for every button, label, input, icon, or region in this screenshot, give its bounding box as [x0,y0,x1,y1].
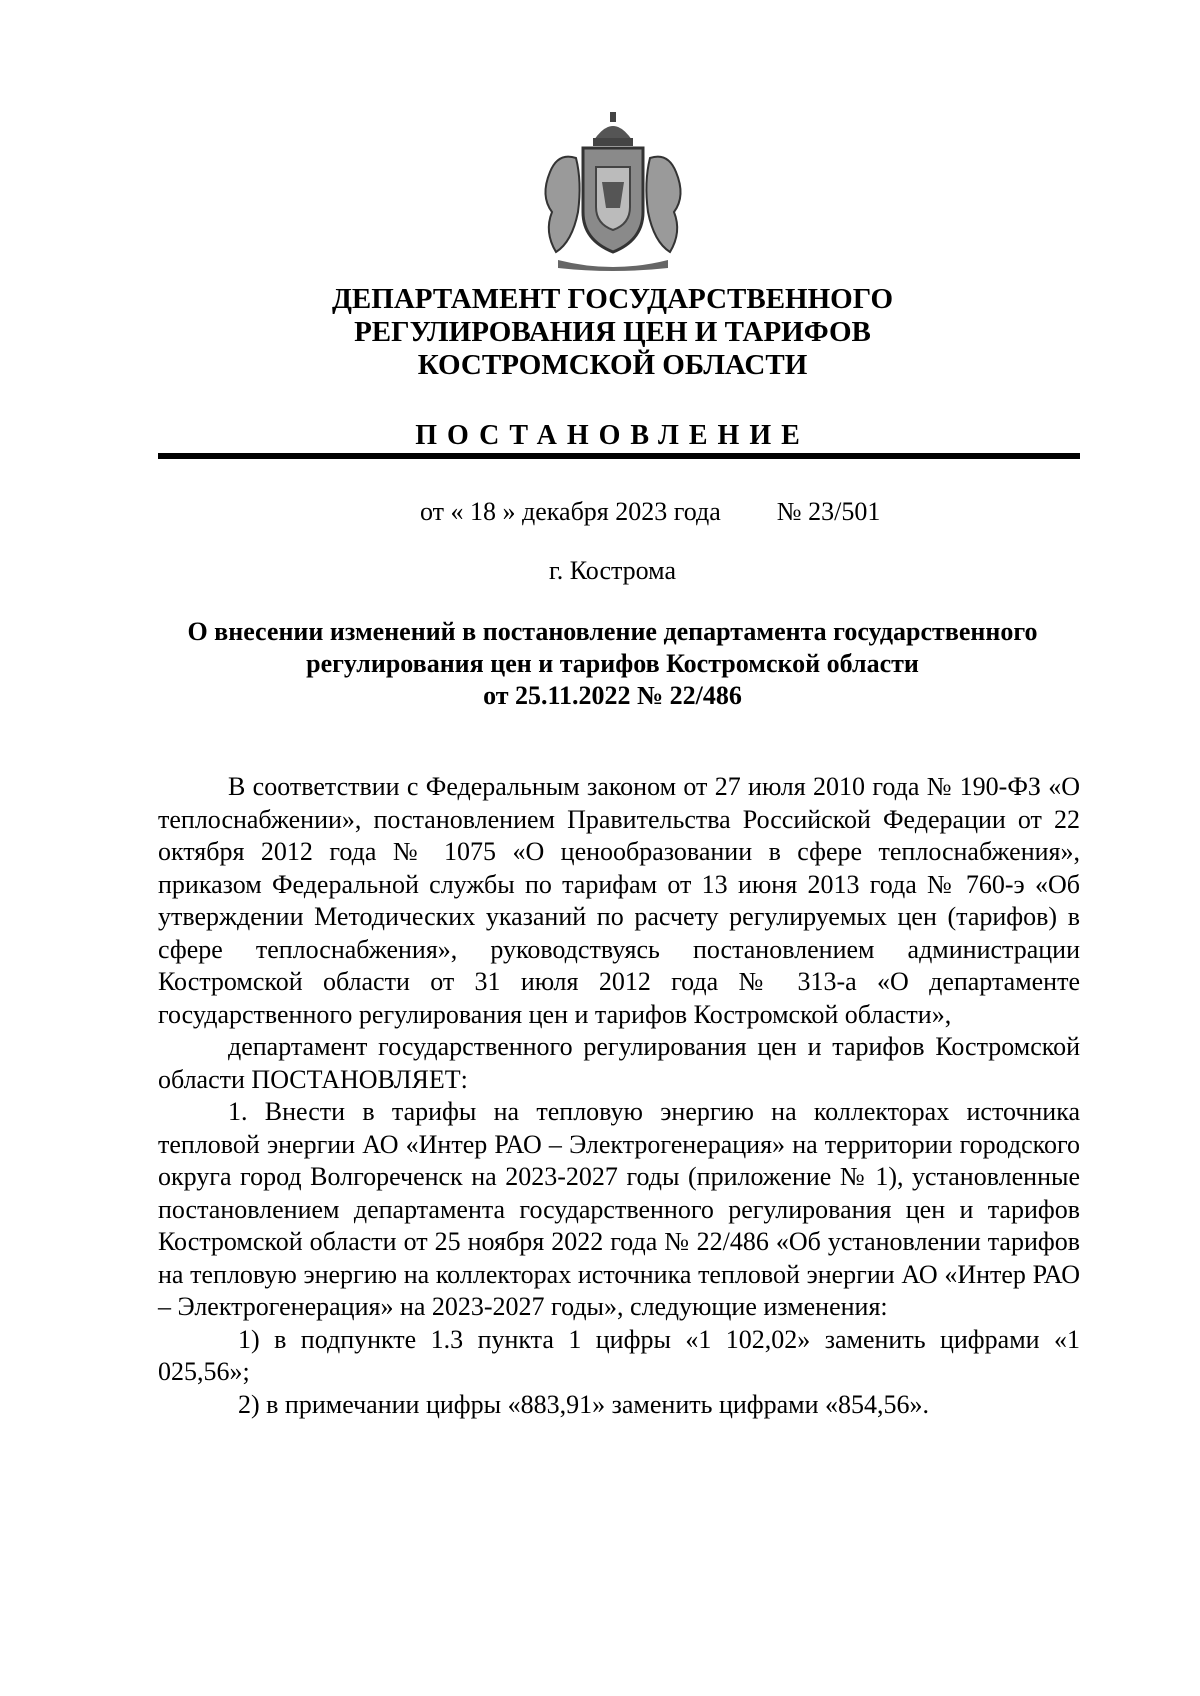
document-subject [150,616,1075,712]
department-line: РЕГУЛИРОВАНИЯ ЦЕН И ТАРИФОВ [354,316,871,348]
resolve-paragraph: департамент государственного регулирования цен и тарифов Костромской области ПОСТАНОВЛЯЕТ: [158,1032,1080,1094]
document-number: № 23/501 [776,497,881,526]
subpoint-2-paragraph: 2) в примечании цифры «883,91» заменить цифрами «854,56». [238,1389,930,1419]
point-1-paragraph: 1. Внести в тарифы на тепловую энергию на коллекторах источника тепловой энергии АО «Интер РАО – Электрогенерация» на территории городского округа город Волгореченск на 2023-2027 годы (приложение № 1), установленные постановлением департамента государственного регулирования цен и тарифов Костромской области от 25 ноября 2022 года № 22/486 «Об установлении тарифов на тепловую энергию на коллекторах источника тепловой энергии АО «Интер РАО – Электрогенерация» на 2023-2027 годы», следующие изменения: [158,1097,1080,1321]
header-divider [158,453,1080,459]
subject-line: от 25.11.2022 № 22/486 [483,681,742,710]
document-date: от « 18 » декабря 2023 года [420,497,721,526]
subject-line: О внесении изменений в постановление департамента государственного [187,617,1038,646]
city: г. Кострома [549,556,676,585]
document-body [158,771,1080,1421]
department-line: КОСТРОМСКОЙ ОБЛАСТИ [417,349,808,381]
document-type: ПОСТАНОВЛЕНИЕ [415,420,810,451]
department-name [150,283,1075,382]
department-line: ДЕПАРТАМЕНТ ГОСУДАРСТВЕННОГО [331,283,893,315]
date-number-line [420,497,880,527]
preamble-paragraph: В соответствии с Федеральным законом от 27 июля 2010 года № 190-ФЗ «О теплоснабжении», постановлением Правительства Российской Федерации от 22 октября 2012 года № 1075 «О ценообразовании в сфере теплоснабжения», приказом Федеральной службы по тарифам от 13 июня 2013 года № 760-э «Об утверждении Методических указаний по расчету регулируемых цен (тарифов) в сфере теплоснабжения», руководствуясь постановлением администрации Костромской области от 31 июля 2012 года № 313-а «О департаменте государственного регулирования цен и тарифов Костромской области», [158,772,1080,1029]
coat-of-arms-icon [538,112,688,274]
subject-line: регулирования цен и тарифов Костромской области [306,649,919,678]
subpoint-1-paragraph: 1) в подпункте 1.3 пункта 1 цифры «1 102,02» заменить цифрами «1 025,56»; [158,1324,1080,1386]
